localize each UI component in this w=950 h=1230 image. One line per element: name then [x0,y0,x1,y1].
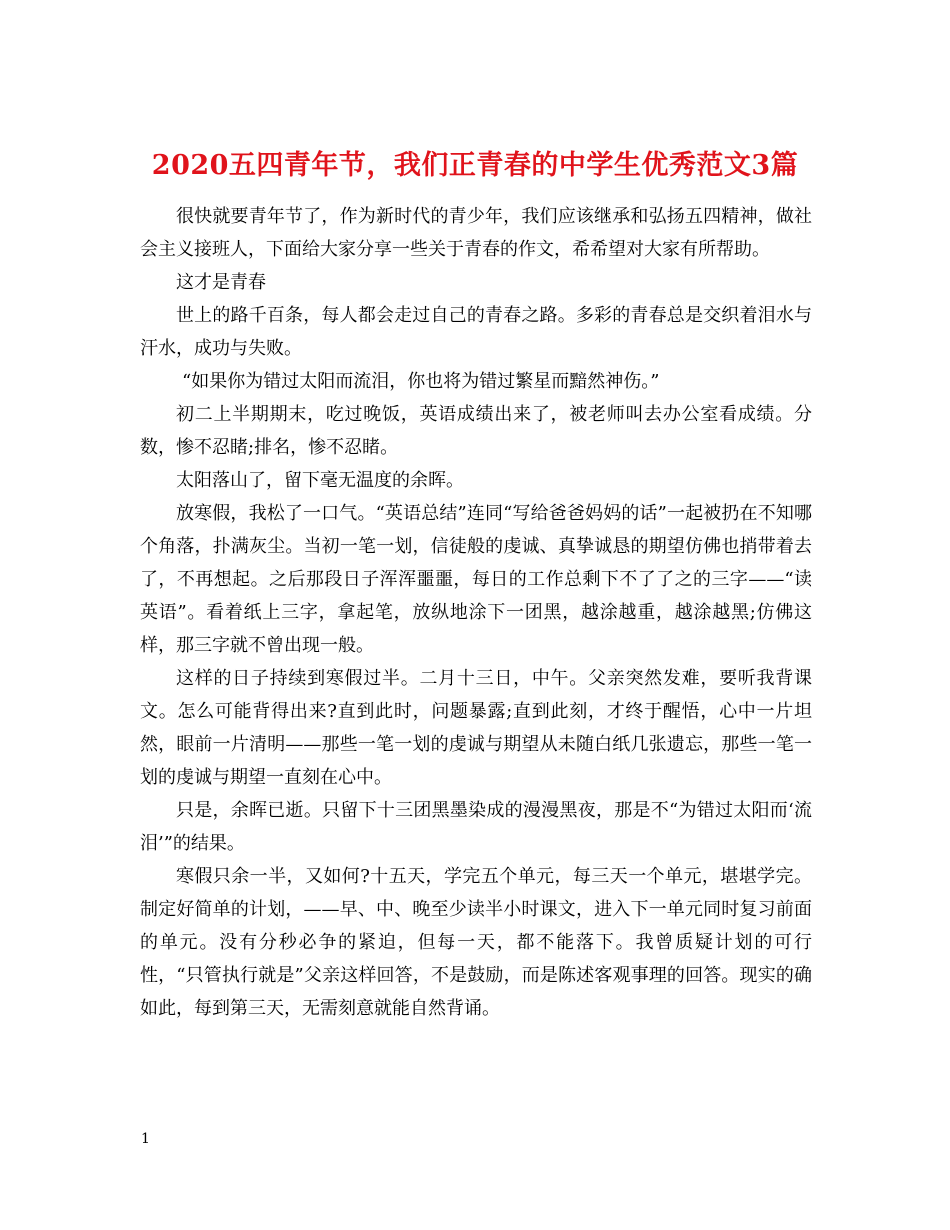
body-paragraph: 初二上半期期末，吃过晚饭，英语成绩出来了，被老师叫去办公室看成绩。分数，惨不忍睹;排名，惨不忍睹。 [140,404,812,458]
body-paragraph: 寒假只余一半，又如何?十五天，学完五个单元，每三天一个单元，堪堪学完。制定好简单的计划，——早、中、晚至少读半小时课文，进入下一单元同时复习前面的单元。没有分秒必争的紧迫，但每一天，都不能落下。我曾质疑计划的可行性，“只管执行就是”父亲这样回答，不是鼓励，而是陈述客观事理的回答。现实的确如此，每到第三天，无需刻意就能自然背诵。 [140,866,812,1019]
quote-paragraph: “如果你为错过太阳而流泪，你也将为错过繁星而黯然神伤。” [182,371,660,392]
body-paragraph: 世上的路千百条，每人都会走过自己的青春之路。多彩的青春总是交织着泪水与汗水，成功与失败。 [140,305,812,359]
body-paragraph: 只是，余晖已逝。只留下十三团黑墨染成的漫漫黑夜，那是不“为错过太阳而‘流泪’”的结果。 [140,800,812,854]
page-number: 1 [141,1131,150,1147]
body-paragraph: 太阳落山了，留下毫无温度的余晖。 [176,470,464,491]
intro-paragraph: 很快就要青年节了，作为新时代的青少年，我们应该继承和弘扬五四精神，做社会主义接班人，下面给大家分享一些关于青春的作文，希希望对大家有所帮助。 [140,206,812,260]
document-body [140,200,812,1025]
section-heading: 这才是青春 [176,272,266,293]
body-paragraph: 这样的日子持续到寒假过半。二月十三日，中午。父亲突然发难，要听我背课文。怎么可能背得出来?直到此时，问题暴露;直到此刻，才终于醒悟，心中一片坦然，眼前一片清明——那些一笔一划的虔诚与期望从未随白纸几张遗忘，那些一笔一划的虔诚与期望一直刻在心中。 [140,668,812,788]
document-title: 2020五四青年节，我们正青春的中学生优秀范文3篇 [151,150,799,182]
body-paragraph: 放寒假，我松了一口气。“英语总结”连同“写给爸爸妈妈的话”一起被扔在不知哪个角落，扑满灰尘。当初一笔一划，信徒般的虔诚、真挚诚恳的期望仿佛也捎带着去了，不再想起。之后那段日子浑浑噩噩，每日的工作总剩下不了了之的三字——“读英语”。看着纸上三字，拿起笔，放纵地涂下一团黑，越涂越重，越涂越黑;仿佛这样，那三字就不曾出现一般。 [140,503,812,656]
